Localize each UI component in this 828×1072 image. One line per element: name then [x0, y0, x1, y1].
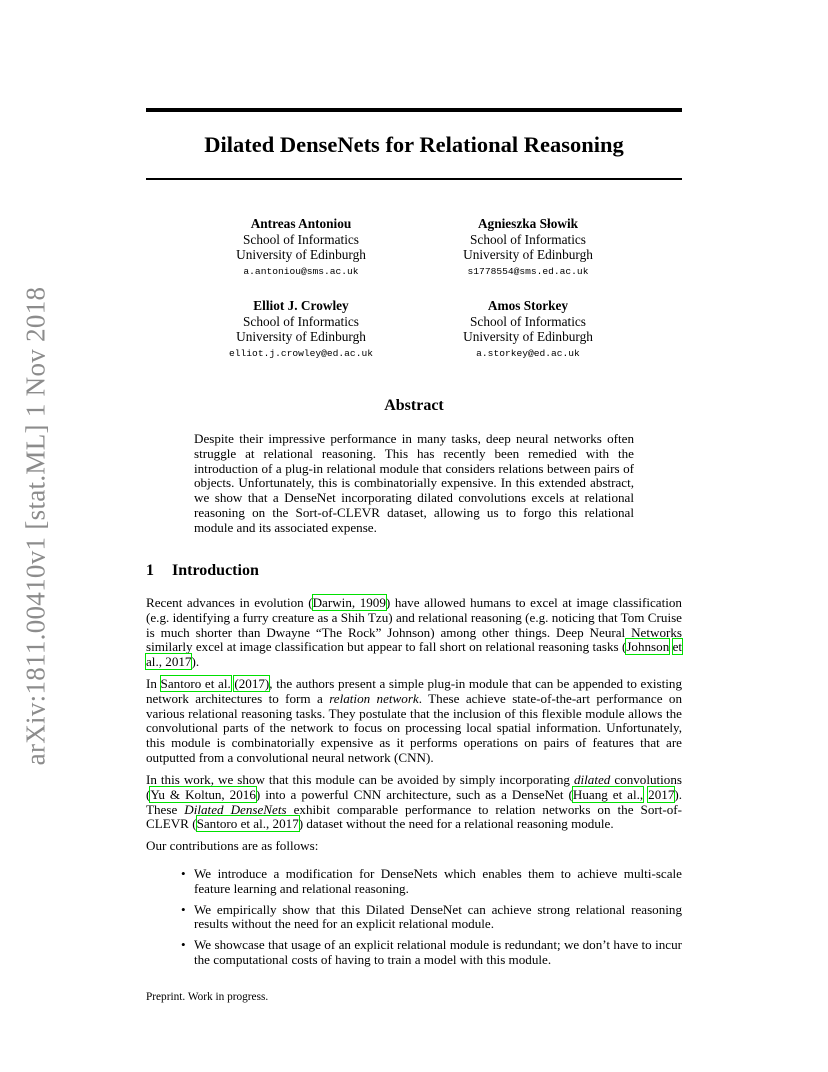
author-affiliation: University of Edinburgh	[463, 247, 593, 262]
author-affiliation: School of Informatics	[243, 313, 359, 329]
list-item	[181, 937, 682, 968]
author-affiliation: School of Informatics	[243, 231, 359, 247]
text-run: ).	[191, 654, 200, 670]
author-affiliation: School of Informatics	[470, 313, 586, 329]
list-item	[181, 901, 682, 933]
text-run: In	[146, 676, 161, 691]
abstract-heading: Abstract	[384, 397, 444, 414]
author-email[interactable]: s1778554@sms.ed.ac.uk	[467, 265, 589, 277]
emphasis: Dilated DenseNets	[184, 801, 287, 817]
citation-link[interactable]: Johnson	[626, 639, 670, 655]
author-name: Amos Storkey	[487, 298, 569, 313]
intro-paragraph-4: Our contributions are as follows:	[146, 838, 319, 853]
author-email[interactable]: a.storkey@ed.ac.uk	[476, 347, 580, 359]
text-run: ). These	[146, 786, 682, 817]
paper-title: Dilated DenseNets for Relational Reasoning	[204, 132, 624, 157]
citation-link[interactable]: Santoro et al.	[160, 676, 231, 691]
author-name: Agnieszka Słowik	[477, 216, 579, 231]
author-block	[423, 216, 633, 281]
citation-link[interactable]: et al., 2017	[146, 639, 683, 670]
author-email[interactable]: elliot.j.crowley@ed.ac.uk	[229, 347, 373, 359]
citation-link[interactable]: Darwin, 1909	[312, 595, 386, 610]
section-number: 1	[146, 562, 154, 579]
citation-link[interactable]: Yu & Koltun, 2016	[150, 786, 256, 802]
text-run: ) have allowed humans to excel at image classification (e.g. identifying a furry creature as a Shih Tzu) and relational reasoning (e.g. noticing that Tom Cruise is much shorter than Dwayne “The Rock” Johnson) among other things. Deep Neural Networks similarly excel at image classification but appear to fall short on relational reasoning tasks (	[146, 595, 682, 655]
intro-paragraph-3	[146, 773, 682, 832]
contributions-list	[181, 866, 682, 974]
text-run: ) dataset without the need for a relational reasoning module.	[298, 816, 614, 832]
footer-note: Preprint. Work in progress.	[146, 991, 269, 1003]
title-rule-top	[146, 108, 682, 112]
list-item-text: We showcase that usage of an explicit relational module is redundant; we don’t have to incur the computational costs of having to train a model with this module.	[194, 937, 682, 967]
emphasis: dilated	[573, 772, 611, 787]
list-item-text: We empirically show that this Dilated DenseNet can achieve strong relational reasoning results without the need for an explicit relational module.	[194, 901, 682, 932]
section-heading	[146, 562, 259, 580]
section-title: Introduction	[172, 562, 259, 579]
intro-paragraph-1	[146, 596, 682, 670]
citation-link[interactable]: (2017)	[234, 676, 270, 691]
text-run: exhibit comparable performance to relation networks on the Sort-of-CLEVR (	[146, 801, 682, 832]
author-name: Elliot J. Crowley	[253, 298, 349, 313]
author-block	[196, 216, 406, 281]
emphasis: relation network	[329, 690, 419, 706]
citation-link[interactable]: 2017	[648, 786, 675, 802]
author-block	[423, 298, 633, 363]
text-run: , the authors present a simple plug-in module that can be appended to existing network architectures to form a	[146, 676, 683, 706]
text-run: ) into a powerful CNN architecture, such as a DenseNet (	[255, 786, 573, 802]
author-affiliation: University of Edinburgh	[236, 247, 366, 262]
author-affiliation: University of Edinburgh	[463, 329, 593, 344]
author-affiliation: School of Informatics	[470, 231, 586, 247]
list-item	[181, 866, 682, 897]
abstract-text: Despite their impressive performance in many tasks, deep neural networks often struggle at relational reasoning. This has recently been remedied with the introduction of a plug-in relational module that considers relations between pairs of objects. Unfortunately, this is combinatorially expensive. In this extended abstract, we show that a DenseNet incorporating dilated convolutions excels at relational reasoning on the Sort-of-CLEVR dataset, allowing us to forgo this relational module and its associated expense.	[194, 431, 634, 535]
text-run: In this work, we show that this module can be avoided by simply incorporating	[146, 772, 574, 787]
author-affiliation: University of Edinburgh	[236, 329, 366, 344]
bullet-icon: •	[181, 866, 186, 881]
citation-link[interactable]: Huang et al.,	[572, 786, 644, 802]
author-email[interactable]: a.antoniou@sms.ac.uk	[243, 265, 359, 277]
title-rule-bottom	[146, 178, 682, 180]
author-name: Antreas Antoniou	[250, 216, 352, 231]
intro-paragraph-2	[146, 677, 682, 766]
bullet-icon: •	[181, 937, 186, 953]
arxiv-id: arXiv:1811.00410v1 [stat.ML] 1 Nov 2018	[20, 286, 51, 766]
author-block	[196, 298, 406, 363]
text-run: Recent advances in evolution (	[146, 595, 313, 610]
citation-link[interactable]: Santoro et al., 2017	[196, 816, 299, 832]
list-item-text: We introduce a modification for DenseNets which enables them to achieve multi-scale feature learning and relational reasoning.	[194, 866, 682, 896]
text-run: . These achieve state-of-the-art performance on various relational reasoning tasks. They postulate that the inclusion of this flexible module allows the convolutional parts of the network to focus on processing local spatial information. Unfortunately, this module is combinatorially expensive as it performs operations on pairs of features that are outputted from a convolutional neural network (CNN).	[146, 690, 683, 765]
text-run: convolutions (	[146, 772, 682, 802]
bullet-icon: •	[181, 901, 186, 917]
